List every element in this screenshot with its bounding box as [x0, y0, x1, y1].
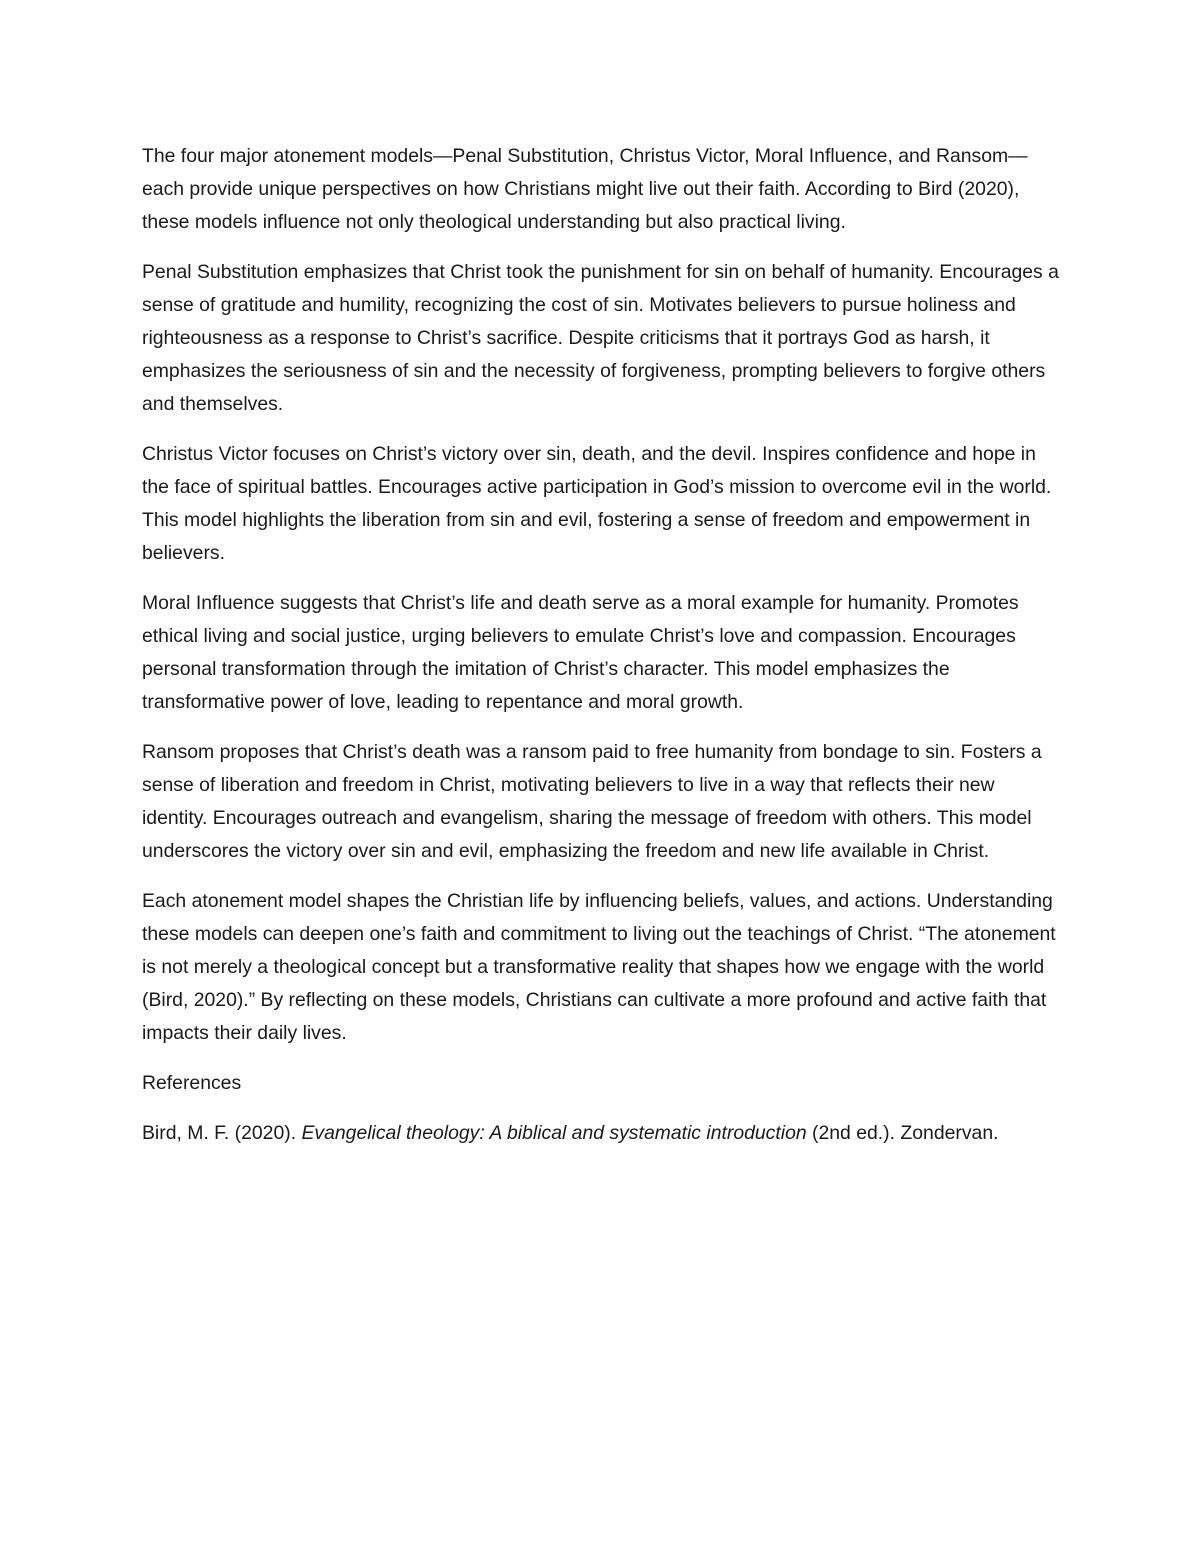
paragraph-moral-influence: Moral Influence suggests that Christ’s life and death serve as a moral example for humanity. Promotes ethical living and social justice, urging believers to emulate Christ’s love and compassion. Encourages personal transformation through the imitation of Christ’s character. This model emphasizes the transformative power of love, leading to repentance and moral growth.: [142, 592, 1019, 713]
paragraph-conclusion: Each atonement model shapes the Christian life by influencing beliefs, values, and actions. Understanding these models can deepen one’s faith and commitment to living out the teachings of Christ. “The atonement is not merely a theological concept but a transformative reality that shapes how we engage with the world (Bird, 2020).” By reflecting on these models, Christians can cultivate a more profound and active faith that impacts their daily lives.: [142, 890, 1056, 1044]
reference-entry: [142, 1117, 1062, 1150]
references-heading: References: [142, 1072, 242, 1094]
document-body: [142, 140, 1062, 1150]
reference-author: Bird, M. F. (2020).: [142, 1122, 302, 1144]
paragraph-penal-substitution: Penal Substitution emphasizes that Christ took the punishment for sin on behalf of humanity. Encourages a sense of gratitude and humility, recognizing the cost of sin. Motivates believers to pursue holiness and righteousness as a response to Christ’s sacrifice. Despite criticisms that it portrays God as harsh, it emphasizes the seriousness of sin and the necessity of forgiveness, prompting believers to forgive others and themselves.: [142, 261, 1059, 415]
paragraph-ransom: Ransom proposes that Christ’s death was a ransom paid to free humanity from bondage to sin. Fosters a sense of liberation and freedom in Christ, motivating believers to live in a way that reflects their new identity. Encourages outreach and evangelism, sharing the message of freedom with others. This model underscores the victory over sin and evil, emphasizing the freedom and new life available in Christ.: [142, 741, 1042, 862]
paragraph-intro: The four major atonement models—Penal Substitution, Christus Victor, Moral Influence, and Ransom—each provide unique perspectives on how Christians might live out their faith. According to Bird (2020), these models influence not only theological understanding but also practical living.: [142, 145, 1028, 233]
reference-title: Evangelical theology: A biblical and systematic introduction: [301, 1122, 807, 1144]
reference-publisher: (2nd ed.). Zondervan.: [806, 1122, 999, 1144]
paragraph-christus-victor: Christus Victor focuses on Christ’s victory over sin, death, and the devil. Inspires confidence and hope in the face of spiritual battles. Encourages active participation in God’s mission to overcome evil in the world. This model highlights the liberation from sin and evil, fostering a sense of freedom and empowerment in believers.: [142, 443, 1052, 564]
